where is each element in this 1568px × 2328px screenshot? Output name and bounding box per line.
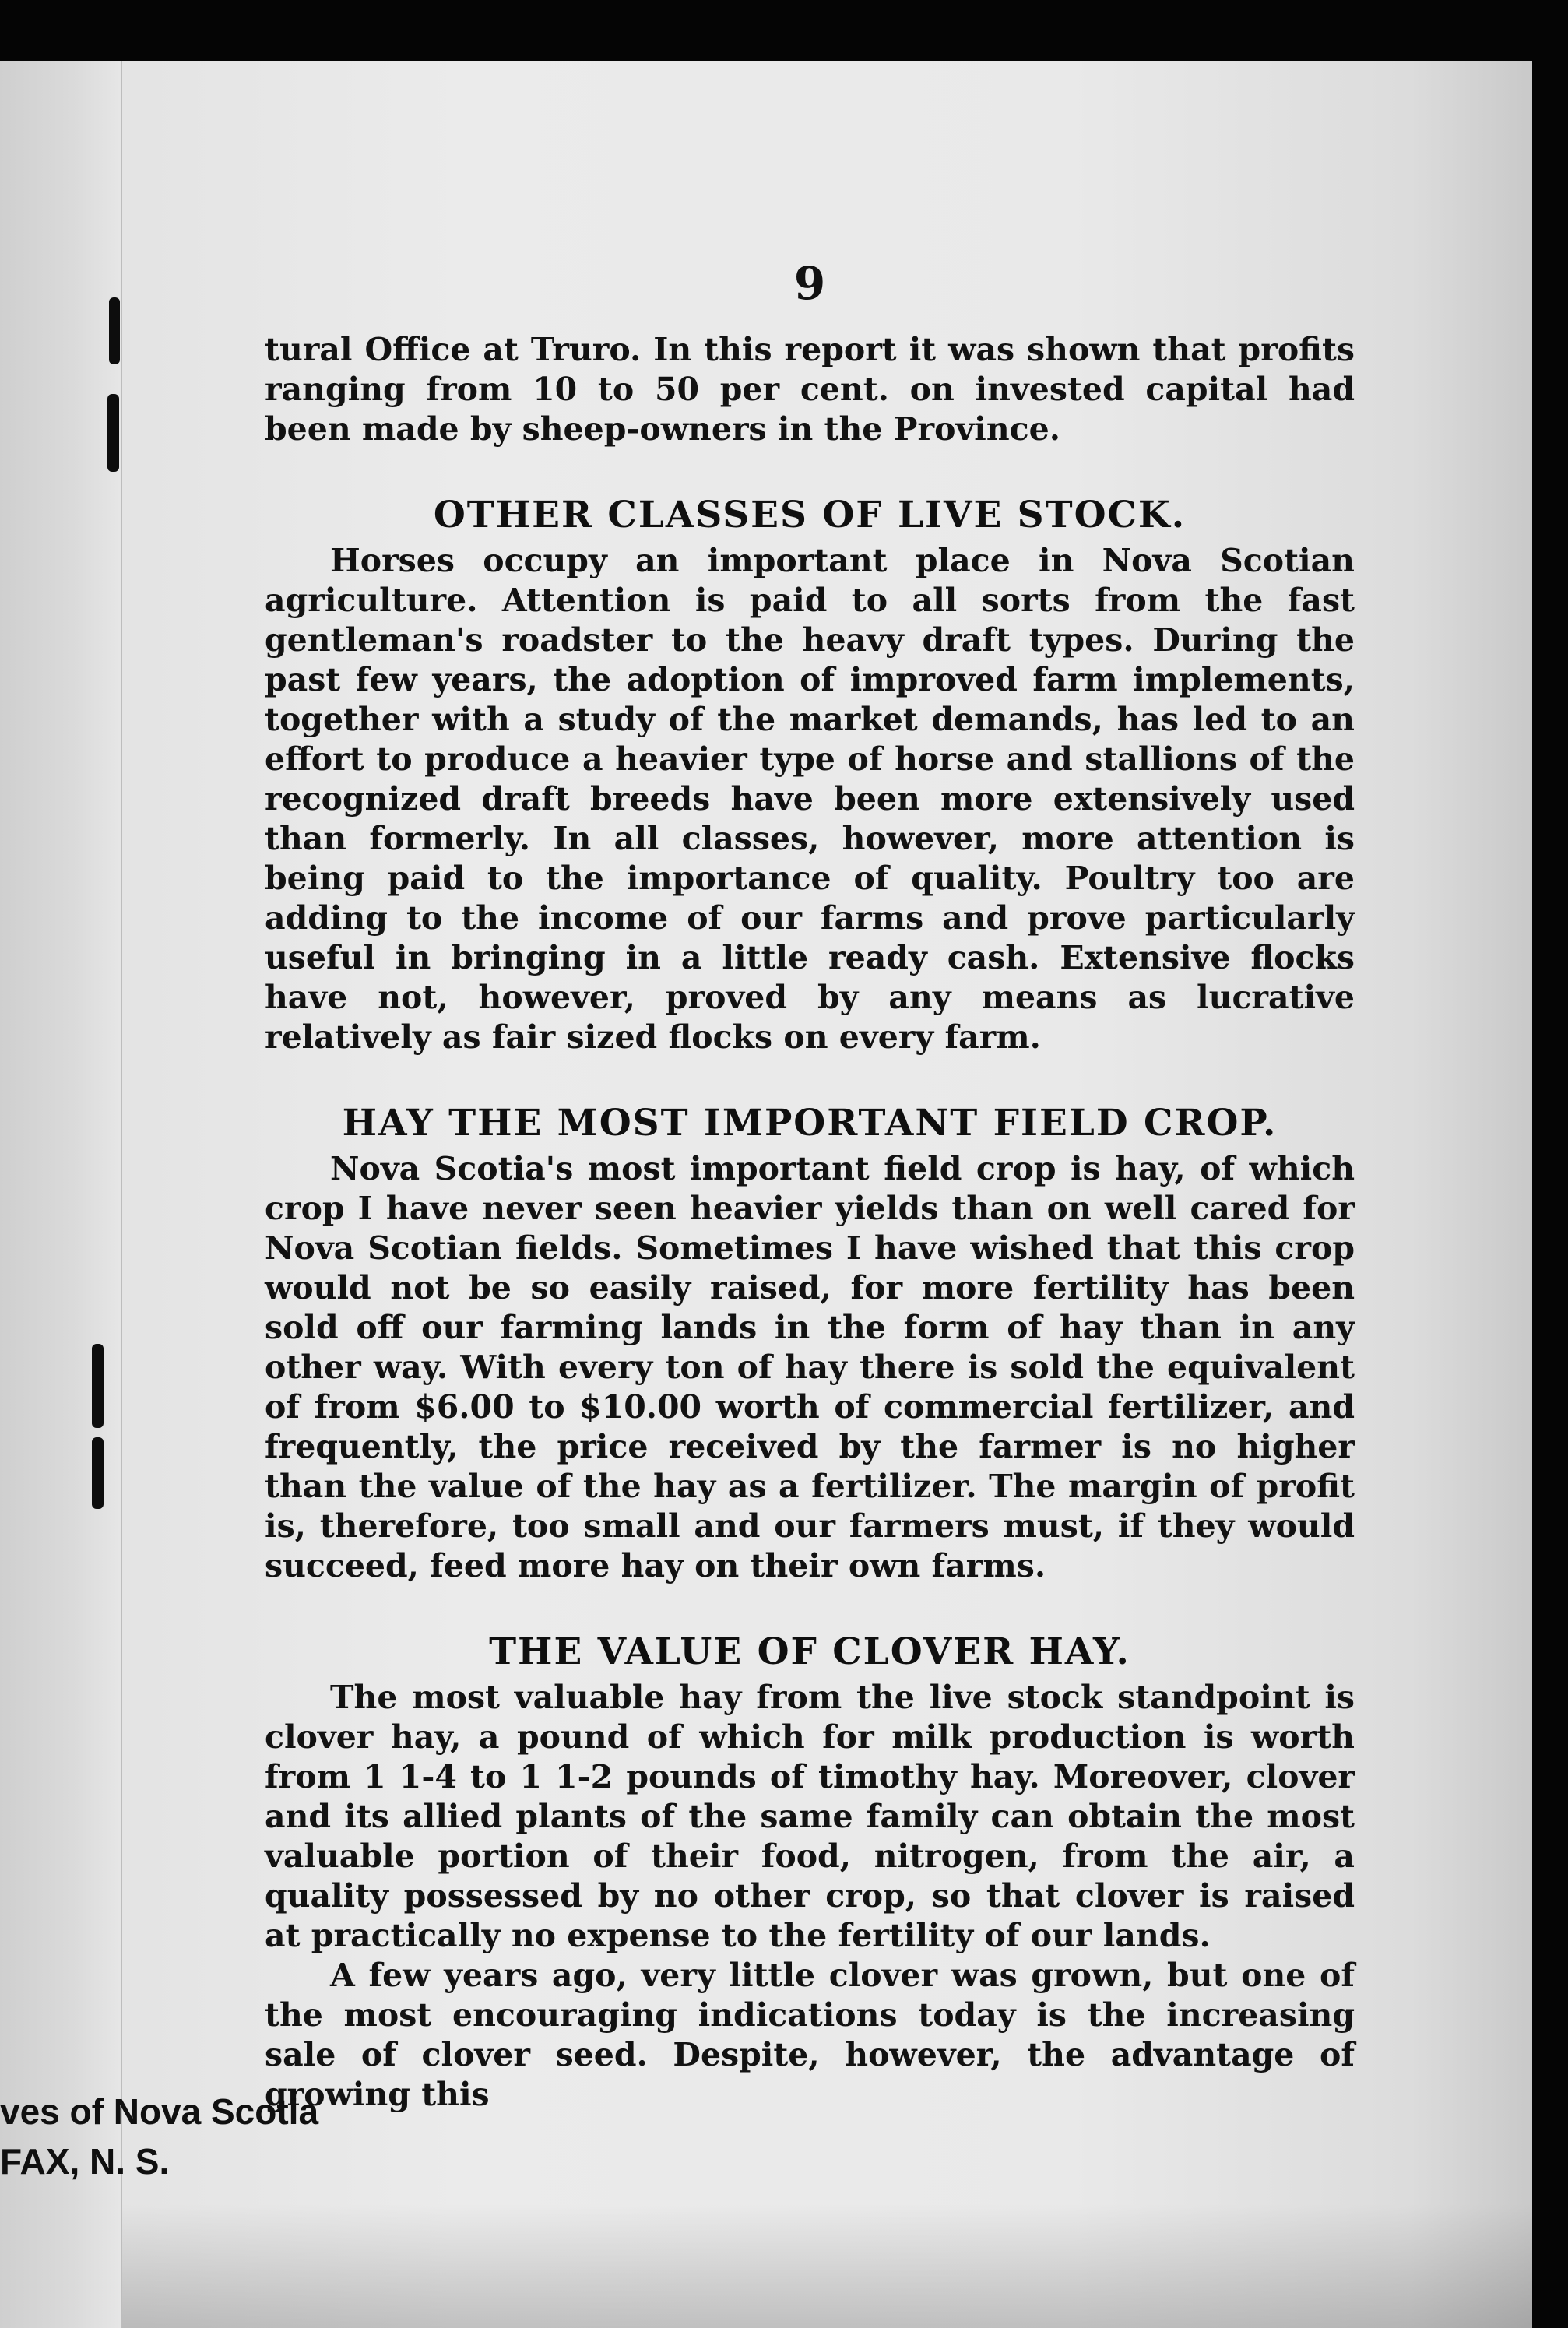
binding-mark xyxy=(109,297,120,364)
scan-right-border xyxy=(1532,61,1568,2328)
binding-mark xyxy=(92,1437,104,1509)
binding-mark xyxy=(107,394,119,472)
binding-mark xyxy=(92,1344,104,1428)
paragraph: A few years ago, very little clover was grown, but one of the most encouraging indications today is the increasing sale of clover seed. Despite, however, the advantage of growing this xyxy=(265,1957,1355,2113)
section-heading: OTHER CLASSES OF LIVE STOCK. xyxy=(433,494,1187,536)
paragraph: Nova Scotia's most important field crop is hay, of which crop I have never seen heavier yields than on well cared for Nova Scotian fields. Sometimes I have wished that this crop would not be so easily raised, for more fertility has been sold off our farming lands in the form of hay than in any other way. With every ton of hay there is sold the equivalent of from $6.00 to $10.00 worth of commercial fertilizer, and frequently, the price received by the farmer is no higher than the value of the hay as a fertilizer. The margin of profit is, therefore, too small and our farmers must, if they would succeed, feed more hay on their own farms. xyxy=(265,1150,1355,1584)
section-heading: HAY THE MOST IMPORTANT FIELD CROP. xyxy=(342,1102,1278,1145)
paragraph: The most valuable hay from the live stock standpoint is clover hay, a pound of which for milk production is worth from 1 1-4 to 1 1-2 pounds of timothy hay. Moreover, clover and its allied plants of the same family can obtain the most valuable portion of their food, nitrogen, from the air, a quality possessed by no other crop, so that clover is raised at practically no expense to the fertility of our lands. xyxy=(265,1679,1355,1954)
scan-top-border xyxy=(0,0,1568,61)
paragraph: Horses occupy an important place in Nova Scotian agriculture. Attention is paid to all sorts from the fast gentleman's roadster to the heavy draft types. During the past few years, the adoption of improved farm implements, together with a study of the market demands, has led to an effort to produce a heavier type of horse and stallions of the recognized draft breeds have been more extensively used than formerly. In all classes, however, more attention is being paid to the importance of quality. Poultry too are adding to the income of our farms and prove particularly useful in bringing in a little ready cash. Extensive flocks have not, however, proved by any means as lucrative relatively as fair sized flocks on every farm. xyxy=(265,542,1355,1056)
paragraph: tural Office at Truro. In this report it was shown that profits ranging from 10 to 50 per cent. on invested capital had been made by sheep-owners in the Province. xyxy=(265,331,1355,448)
archive-stamp-line: FAX, N. S. xyxy=(0,2141,170,2182)
archive-stamp xyxy=(0,2087,318,2186)
previous-page-edge xyxy=(0,61,122,2328)
section-heading: THE VALUE OF CLOVER HAY. xyxy=(489,1630,1130,1673)
document-body xyxy=(265,330,1355,2115)
archive-stamp-line: ves of Nova Scotia xyxy=(0,2091,319,2132)
page-number: 9 xyxy=(793,257,826,310)
